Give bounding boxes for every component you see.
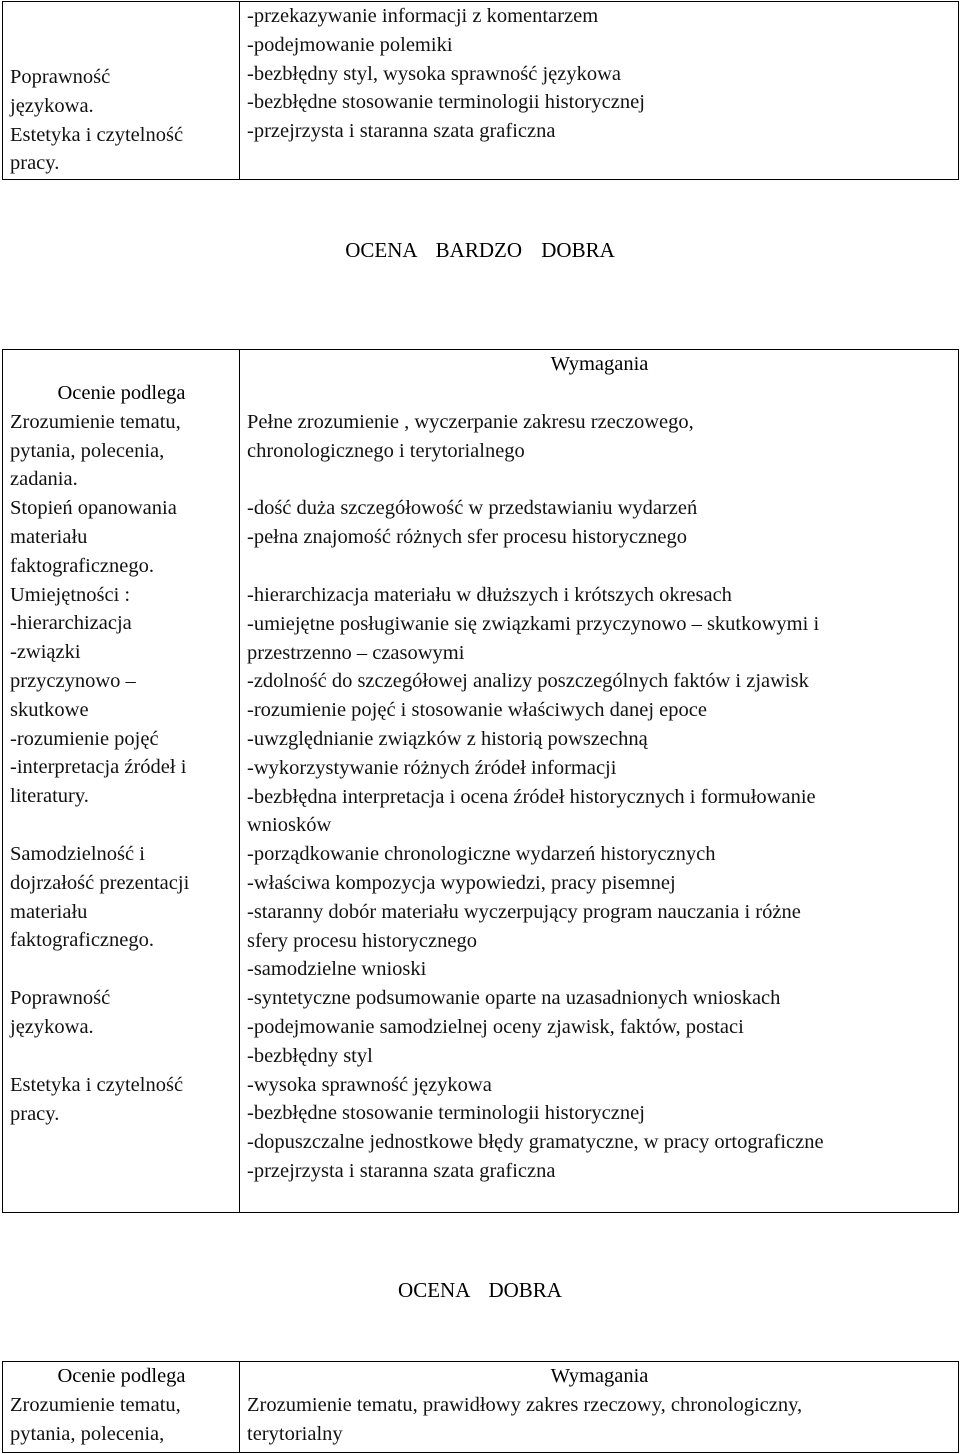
assessed-area-line: pytania, polecenia, xyxy=(10,1422,165,1445)
requirement-line: -przejrzysta i staranna szata graficzna xyxy=(247,1159,556,1182)
assessed-area-line: pracy. xyxy=(10,152,60,175)
assessed-area-line: skutkowe xyxy=(10,698,89,721)
assessed-area-line: zadania. xyxy=(10,468,78,491)
grade-heading-good: OCENA DOBRA xyxy=(398,1278,562,1302)
column-header-requirements: Wymagania xyxy=(550,353,649,375)
assessed-area-line: -interpretacja źródeł i xyxy=(10,756,187,779)
assessed-area-line: pytania, polecenia, xyxy=(10,439,165,462)
assessed-area-line: -rozumienie pojęć xyxy=(10,727,159,750)
requirement-line: -przejrzysta i staranna szata graficzna xyxy=(247,120,556,143)
assessed-area-line: materiału xyxy=(10,525,88,548)
requirement-line: -staranny dobór materiału wyczerpujący program nauczania i różne xyxy=(247,900,801,923)
requirements-cell xyxy=(240,2,959,180)
assessed-area-line: Umiejętności : xyxy=(10,583,131,606)
assessed-area-line: literatury. xyxy=(10,785,89,808)
assessed-area-line: faktograficznego. xyxy=(10,554,154,577)
requirement-line: -właściwa kompozycja wypowiedzi, pracy pisemnej xyxy=(247,871,676,894)
requirements-cell xyxy=(240,350,959,1213)
assessed-area-line: pracy. xyxy=(10,1102,60,1125)
assessed-area-cell xyxy=(3,350,240,1213)
grade-heading-very-good: OCENA BARDZO DOBRA xyxy=(345,238,615,262)
assessed-area-line: Stopień opanowania xyxy=(10,497,177,520)
assessed-area-line: językowa. xyxy=(10,1015,94,1038)
table-row xyxy=(3,350,959,1213)
assessed-area-line: -związki xyxy=(10,641,81,664)
requirement-line: -uwzględnianie związków z historią powszechną xyxy=(247,727,648,750)
requirement-line: -wykorzystywanie różnych źródeł informacji xyxy=(247,756,617,779)
requirement-line: -bezbłędny styl xyxy=(247,1044,373,1067)
requirement-line: przestrzenno – czasowymi xyxy=(247,641,465,664)
column-header-assessed: Ocenie podlega xyxy=(57,1365,186,1387)
requirement-line: Pełne zrozumienie , wyczerpanie zakresu rzeczowego, xyxy=(247,410,694,433)
requirement-line: -bezbłędny styl, wysoka sprawność językowa xyxy=(247,62,622,85)
requirement-line: -przekazywanie informacji z komentarzem xyxy=(247,5,599,27)
table-row xyxy=(3,1362,959,1453)
requirement-line: sfery procesu historycznego xyxy=(247,929,477,952)
assessed-area-line: językowa. xyxy=(10,94,94,117)
requirement-line: chronologicznego i terytorialnego xyxy=(247,439,525,462)
requirement-line: wniosków xyxy=(247,814,332,837)
requirement-line: -podejmowanie polemiki xyxy=(247,33,453,56)
requirement-line: -podejmowanie samodzielnej oceny zjawisk, faktów, postaci xyxy=(247,1015,744,1038)
requirement-line: -syntetyczne podsumowanie oparte na uzasadnionych wnioskach xyxy=(247,987,781,1010)
requirement-line: -rozumienie pojęć i stosowanie właściwych danej epoce xyxy=(247,699,707,722)
column-header-requirements: Wymagania xyxy=(550,1365,649,1387)
requirement-line: -samodzielne wnioski xyxy=(247,958,427,981)
assessed-area-line: przyczynowo – xyxy=(10,669,136,692)
assessed-area-line: dojrzałość prezentacji xyxy=(10,871,190,894)
assessed-area-line: materiału xyxy=(10,900,88,923)
requirements-cell xyxy=(240,1362,959,1453)
requirement-line: -dopuszczalne jednostkowe błędy gramatyczne, w pracy ortograficzne xyxy=(247,1131,824,1154)
assessed-area-line: Estetyka i czytelność xyxy=(10,123,184,146)
column-header-assessed: Ocenie podlega xyxy=(57,382,186,404)
assessed-area-line: Zrozumienie tematu, xyxy=(10,410,181,433)
assessed-area-line: -hierarchizacja xyxy=(10,612,132,635)
assessed-area-cell xyxy=(3,2,240,180)
assessed-area-line: Poprawność xyxy=(10,66,111,88)
table-row xyxy=(3,2,959,180)
assessed-area-line: faktograficznego. xyxy=(10,929,154,952)
criteria-table-continued xyxy=(2,1,959,180)
requirement-line: -porządkowanie chronologiczne wydarzeń historycznych xyxy=(247,843,716,866)
assessed-area-line: Samodzielność i xyxy=(10,842,145,865)
assessed-area-line: Estetyka i czytelność xyxy=(10,1073,184,1096)
requirement-line: -wysoka sprawność językowa xyxy=(247,1073,492,1096)
assessed-area-line: Poprawność xyxy=(10,987,111,1010)
requirement-line: terytorialny xyxy=(247,1422,343,1445)
requirement-line: -bezbłędne stosowanie terminologii historycznej xyxy=(247,91,645,114)
assessed-area-line: Zrozumienie tematu, xyxy=(10,1393,181,1416)
requirement-line: -zdolność do szczegółowej analizy poszczególnych faktów i zjawisk xyxy=(247,670,809,693)
requirement-line: Zrozumienie tematu, prawidłowy zakres rzeczowy, chronologiczny, xyxy=(247,1393,803,1416)
criteria-table-very-good xyxy=(2,349,959,1213)
criteria-table-good xyxy=(2,1361,959,1453)
requirement-line: -umiejętne posługiwanie się związkami przyczynowo – skutkowymi i xyxy=(247,612,820,635)
requirement-line: -dość duża szczegółowość w przedstawianiu wydarzeń xyxy=(247,497,698,520)
assessed-area-cell xyxy=(3,1362,240,1453)
requirement-line: -hierarchizacja materiału w dłuższych i krótszych okresach xyxy=(247,583,732,606)
requirement-line: -bezbłędna interpretacja i ocena źródeł historycznych i formułowanie xyxy=(247,785,816,808)
requirement-line: -bezbłędne stosowanie terminologii historycznej xyxy=(247,1102,645,1125)
requirement-line: -pełna znajomość różnych sfer procesu historycznego xyxy=(247,526,688,549)
